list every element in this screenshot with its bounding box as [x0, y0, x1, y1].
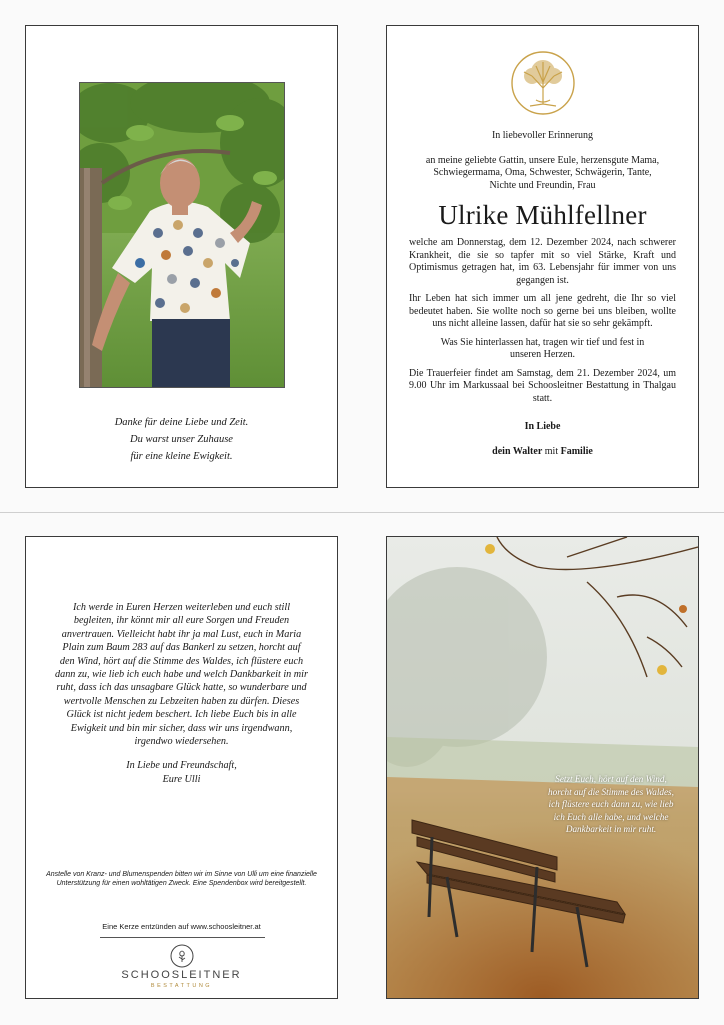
bench-quote: Setzt Euch, hört auf den Wind, horcht auf die Stimme des Waldes, ich flüstere euch dann zu, wie lieb ich Euch alle habe, und welche Dankbarkeit in mir ruht.: [548, 774, 674, 835]
signature-line-1: In Liebe und Freundschaft,: [126, 760, 237, 771]
tree-of-life-icon: [510, 50, 576, 116]
death-paragraph: welche am Donnerstag, dem 12. Dezember 2024, nach schwerer Krankheit, die sie so tapfer mit so viel Stärke, Kraft und Optimismus getragen hat, im 63. Lebensjahr für immer von uns gegangen ist.: [409, 237, 676, 286]
thanks-line-3: für eine kleine Ewigkeit.: [130, 451, 233, 462]
life-paragraph: Ihr Leben hat sich immer um all jene gedreht, die Ihr so viel bedeutet haben. Sie wollte noch so gerne bei uns bleiben, wollte uns nicht alleine lassen, dafür hat sie so sehr gekämpft.: [409, 293, 676, 329]
autumn-bench-image: [387, 537, 698, 998]
signature: [26, 759, 337, 787]
portrait-photo: [79, 82, 285, 388]
deceased-name: Ulrike Mühlfellner: [438, 200, 647, 230]
family-line: [409, 446, 676, 459]
intro-line: In liebevoller Erinnerung: [491, 130, 594, 141]
poem-panel: [25, 536, 338, 999]
photo-panel: [25, 25, 338, 488]
family-mit: mit: [542, 445, 561, 457]
brand-subtitle: BESTATTUNG: [150, 983, 213, 989]
obituary-text: [409, 130, 676, 464]
legacy-paragraph: Was Sie hinterlassen hat, tragen wir tief und fest in unseren Herzen.: [440, 336, 645, 360]
brand-name: SCHOOSLEITNER: [121, 969, 242, 981]
thanks-line-2: Du warst unser Zuhause: [130, 434, 233, 445]
family-familie: Familie: [560, 445, 593, 457]
family-walter: dein Walter: [492, 445, 543, 457]
closing-line: In Liebe: [524, 421, 561, 432]
thanks-text: [36, 414, 327, 465]
obituary-panel: [386, 25, 699, 488]
relations-text: an meine geliebte Gattin, unsere Eule, herzensgute Mama, Schwiegermama, Oma, Schwester, Schwägerin, Tante, Nichte und Freundin, Frau: [425, 154, 660, 191]
donation-note: Anstelle von Kranz- und Blumenspenden bitten wir im Sinne von Ulli um eine finanzielle Unterstützung für einen wohltätigen Zweck. Eine Spendenbox wird bereitgestellt.: [46, 871, 317, 887]
thanks-line-1: Danke für deine Liebe und Zeit.: [114, 417, 249, 428]
candle-link[interactable]: Eine Kerze entzünden auf www.schoosleitner.at: [102, 922, 261, 931]
divider: [100, 937, 265, 938]
ceremony-paragraph: Die Trauerfeier findet am Samstag, dem 21. Dezember 2024, um 9.00 Uhr im Markussaal bei Schoosleitner Bestattung in Thalgau statt.: [409, 367, 676, 404]
rose-logo-icon: [170, 944, 194, 968]
poem-text: Ich werde in Euren Herzen weiterleben und euch still begleiten, ihr könnt mir all eure Sorgen und Freuden anvertrauen. Vielleicht habt ihr ja mal Lust, euch in Maria Plain zum Baum 283 auf das Bankerl zu setzen, horcht auf den Wind, hört auf die Stimme des Waldes, ich flüstere euch dann zu, wie lieb ich euch habe und welch Dankbarkeit in mir ruht, dass ich das unsagbare Glück hatte, so wunderbare und wertvolle Menschen zu Lebzeiten haben zu dürfen. Dieses Glück ist nicht jedem beschert. Ich liebe Euch bis in alle Ewigkeit und bin mir sicher, dass wir uns irgendwann, irgendwo wiedersehen.: [55, 602, 308, 748]
bench-panel: [386, 536, 699, 999]
signature-line-2: Eure Ulli: [162, 774, 201, 785]
